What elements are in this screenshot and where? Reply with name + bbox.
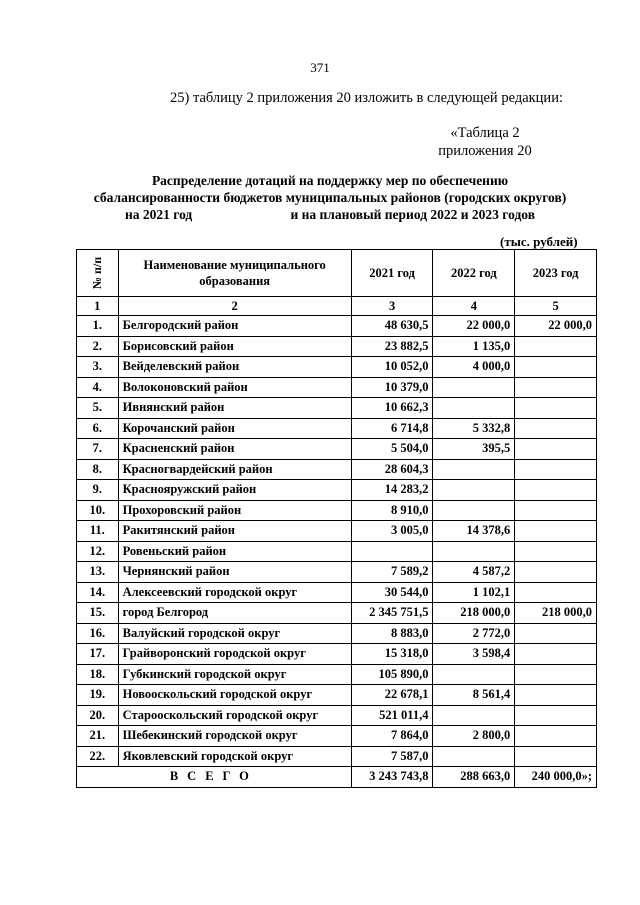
row-value-2022: 1 102,1 (433, 582, 515, 603)
row-value-2023 (515, 398, 597, 419)
row-number: 13. (77, 562, 119, 583)
row-number: 14. (77, 582, 119, 603)
row-number: 4. (77, 377, 119, 398)
total-value-2023: 240 000,0»; (515, 767, 597, 788)
row-number: 8. (77, 459, 119, 480)
table-row (77, 664, 597, 685)
column-index-row (77, 297, 597, 316)
row-value-2023 (515, 439, 597, 460)
row-value-2023 (515, 726, 597, 747)
row-value-2022: 395,5 (433, 439, 515, 460)
row-value-2022 (433, 500, 515, 521)
row-value-2022 (433, 377, 515, 398)
table-row (77, 459, 597, 480)
row-name: Губкинский городской округ (118, 664, 351, 685)
row-value-2023 (515, 336, 597, 357)
header-name: Наименование муниципального образования (118, 250, 351, 297)
row-value-2023 (515, 705, 597, 726)
title-line2: сбалансированности бюджетов муниципальных районов (городских округов) (93, 190, 567, 205)
table-row (77, 357, 597, 378)
table-row (77, 746, 597, 767)
row-name: Белгородский район (118, 316, 351, 337)
row-value-2023 (515, 480, 597, 501)
row-name: Вейделевский район (118, 357, 351, 378)
title-line3-year: на 2021 год (125, 207, 193, 222)
table-row (77, 398, 597, 419)
row-value-2021: 3 005,0 (351, 521, 433, 542)
row-value-2023 (515, 623, 597, 644)
header-num (77, 250, 119, 297)
row-name: Красногвардейский район (118, 459, 351, 480)
row-name: Яковлевский городской округ (118, 746, 351, 767)
intro-text: 25) таблицу 2 приложения 20 изложить в следующей редакции: (170, 90, 563, 106)
table-caption-line2: приложения 20 (438, 143, 532, 159)
row-value-2022: 5 332,8 (433, 418, 515, 439)
row-value-2023 (515, 664, 597, 685)
table-row (77, 541, 597, 562)
table-row (77, 726, 597, 747)
row-value-2021: 521 011,4 (351, 705, 433, 726)
row-name: Краснояружский район (118, 480, 351, 501)
units-label: (тыс. рублей) (500, 234, 578, 249)
table-row (77, 480, 597, 501)
row-value-2021: 105 890,0 (351, 664, 433, 685)
row-value-2022: 218 000,0 (433, 603, 515, 624)
table-caption (430, 124, 540, 160)
row-value-2023 (515, 644, 597, 665)
row-number: 19. (77, 685, 119, 706)
row-value-2021 (351, 541, 433, 562)
row-name: Ракитянский район (118, 521, 351, 542)
row-value-2023 (515, 541, 597, 562)
table-row (77, 644, 597, 665)
total-label: ВСЕГО (77, 767, 352, 788)
table-row (77, 316, 597, 337)
row-value-2021: 23 882,5 (351, 336, 433, 357)
column-index: 1 (77, 297, 119, 316)
row-value-2021: 15 318,0 (351, 644, 433, 665)
row-value-2022: 8 561,4 (433, 685, 515, 706)
row-number: 22. (77, 746, 119, 767)
row-value-2021: 7 864,0 (351, 726, 433, 747)
table-row (77, 336, 597, 357)
table-row (77, 500, 597, 521)
row-value-2023 (515, 746, 597, 767)
row-number: 15. (77, 603, 119, 624)
row-value-2022 (433, 459, 515, 480)
column-index: 5 (515, 297, 597, 316)
row-value-2022 (433, 480, 515, 501)
row-value-2023 (515, 685, 597, 706)
row-value-2022 (433, 541, 515, 562)
row-value-2021: 48 630,5 (351, 316, 433, 337)
row-value-2023 (515, 357, 597, 378)
title-line3 (75, 206, 585, 223)
row-number: 7. (77, 439, 119, 460)
row-value-2022: 3 598,4 (433, 644, 515, 665)
table-row (77, 377, 597, 398)
row-name: Грайворонский городской округ (118, 644, 351, 665)
row-name: Валуйский городской округ (118, 623, 351, 644)
title-line1: Распределение дотаций на поддержку мер по обеспечению (151, 173, 509, 188)
row-value-2023: 218 000,0 (515, 603, 597, 624)
row-value-2021: 5 504,0 (351, 439, 433, 460)
row-value-2021: 8 910,0 (351, 500, 433, 521)
row-value-2021: 7 587,0 (351, 746, 433, 767)
row-value-2023 (515, 562, 597, 583)
header-num-label: № п/п (90, 256, 105, 290)
row-value-2021: 10 052,0 (351, 357, 433, 378)
row-name: Старооскольский городской округ (118, 705, 351, 726)
row-number: 3. (77, 357, 119, 378)
header-2021: 2021 год (351, 250, 433, 297)
row-value-2022: 1 135,0 (433, 336, 515, 357)
row-value-2023 (515, 418, 597, 439)
row-value-2022: 2 772,0 (433, 623, 515, 644)
row-name: Красненский район (118, 439, 351, 460)
table-caption-line1: «Таблица 2 (450, 125, 520, 141)
row-value-2021: 2 345 751,5 (351, 603, 433, 624)
row-number: 17. (77, 644, 119, 665)
table-row (77, 521, 597, 542)
row-number: 10. (77, 500, 119, 521)
row-value-2022: 4 000,0 (433, 357, 515, 378)
row-value-2021: 22 678,1 (351, 685, 433, 706)
table-row (77, 623, 597, 644)
table-row (77, 582, 597, 603)
row-value-2021: 10 379,0 (351, 377, 433, 398)
row-number: 6. (77, 418, 119, 439)
row-value-2021: 6 714,8 (351, 418, 433, 439)
row-value-2023 (515, 377, 597, 398)
row-value-2022: 4 587,2 (433, 562, 515, 583)
row-name: Чернянский район (118, 562, 351, 583)
table-row (77, 418, 597, 439)
row-value-2022 (433, 664, 515, 685)
row-value-2022: 22 000,0 (433, 316, 515, 337)
row-value-2023 (515, 459, 597, 480)
row-number: 21. (77, 726, 119, 747)
row-name: Алексеевский городской округ (118, 582, 351, 603)
row-value-2022 (433, 705, 515, 726)
row-value-2023 (515, 521, 597, 542)
row-number: 9. (77, 480, 119, 501)
row-value-2023 (515, 582, 597, 603)
column-index: 3 (351, 297, 433, 316)
table-row (77, 562, 597, 583)
row-name: город Белгород (118, 603, 351, 624)
row-number: 16. (77, 623, 119, 644)
page-number: 371 (310, 60, 330, 75)
row-name: Борисовский район (118, 336, 351, 357)
subsidy-table (76, 249, 597, 788)
row-value-2022: 14 378,6 (433, 521, 515, 542)
row-number: 11. (77, 521, 119, 542)
row-name: Новооскольский городской округ (118, 685, 351, 706)
row-value-2021: 14 283,2 (351, 480, 433, 501)
row-value-2021: 30 544,0 (351, 582, 433, 603)
table-row (77, 603, 597, 624)
table-row (77, 685, 597, 706)
document-title (75, 172, 585, 223)
title-line3-period: и на плановый период 2022 и 2023 годов (290, 207, 535, 222)
row-number: 18. (77, 664, 119, 685)
header-2023: 2023 год (515, 250, 597, 297)
row-name: Ивнянский район (118, 398, 351, 419)
header-2022: 2022 год (433, 250, 515, 297)
row-value-2022 (433, 746, 515, 767)
row-value-2023 (515, 500, 597, 521)
row-number: 5. (77, 398, 119, 419)
row-value-2023: 22 000,0 (515, 316, 597, 337)
row-value-2021: 7 589,2 (351, 562, 433, 583)
column-index: 2 (118, 297, 351, 316)
row-number: 12. (77, 541, 119, 562)
row-number: 20. (77, 705, 119, 726)
row-value-2022 (433, 398, 515, 419)
table-total-row (77, 767, 597, 788)
row-number: 2. (77, 336, 119, 357)
table-row (77, 705, 597, 726)
row-name: Ровеньский район (118, 541, 351, 562)
row-name: Прохоровский район (118, 500, 351, 521)
column-index: 4 (433, 297, 515, 316)
row-name: Шебекинский городской округ (118, 726, 351, 747)
row-value-2021: 10 662,3 (351, 398, 433, 419)
row-value-2021: 8 883,0 (351, 623, 433, 644)
row-value-2021: 28 604,3 (351, 459, 433, 480)
row-name: Волоконовский район (118, 377, 351, 398)
total-value-2022: 288 663,0 (433, 767, 515, 788)
row-number: 1. (77, 316, 119, 337)
total-value-2021: 3 243 743,8 (351, 767, 433, 788)
table-header-row (77, 250, 597, 297)
row-value-2022: 2 800,0 (433, 726, 515, 747)
row-name: Корочанский район (118, 418, 351, 439)
table-row (77, 439, 597, 460)
